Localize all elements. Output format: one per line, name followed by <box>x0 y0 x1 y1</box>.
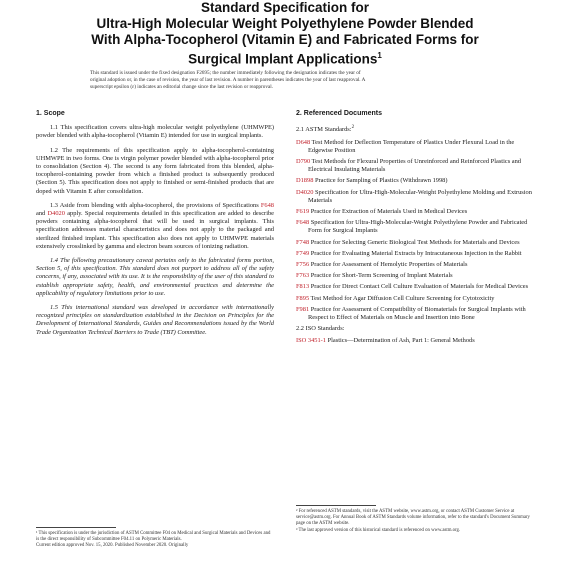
note-line-3: superscript epsilon (ε) indicates an editorial change since the last revision or reapproval. <box>90 84 273 90</box>
scope-p3-start: 1.3 Aside from blending with alpha-tocopherol, the provisions of Specifications <box>50 201 261 209</box>
document-title <box>60 0 510 68</box>
reference-title: Test Methods for Flexural Properties of Unreinforced and Reinforced Plastics and Electrical Insulating Materials <box>308 157 522 174</box>
scope-paragraph-1: 1.1 This specification covers ultra-high molecular weight polyethylene (UHMWPE) powder blended with alpha-tocopherol (Vitamin E) intended for use in surgical implants. <box>36 124 274 140</box>
reference-code-link[interactable]: F895 <box>296 294 310 302</box>
reference-title: Plastics—Determination of Ash, Part 1: General Methods <box>326 337 475 345</box>
footnote-divider-left <box>36 527 116 528</box>
title-line-4 <box>60 48 510 68</box>
scope-paragraph-2: 1.2 The requirements of this specification apply to alpha-tocopherol-containing UHMWPE in two forms. One is virgin polymer powder blended with alpha-tocopherol prior to consolidation (Section 4). The second is any form fabricated from this blended, alpha-tocopherol-containing powder from which a finished product is subsequently produced (Section 5). This specification does not apply to finished or semi-finished products that are doped with Vitamin E after consolidation. <box>36 146 274 195</box>
left-column <box>36 110 274 343</box>
reference-title: Specification for Ultra-High-Molecular-Weight Polyethylene Powder and Fabricated Form for Surgical Implants <box>308 219 528 235</box>
reference-code-link[interactable]: F749 <box>296 249 310 257</box>
ref-link-d4020[interactable]: D4020 <box>47 210 65 218</box>
scope-paragraph-4: 1.4 The following precautionary caveat pertains only to the fabricated forms portion, Section 5, of this specification. This standard does not purport to address all of the safety concerns, if any, associated with its use. It is the responsibility of the user of this standard to establish appropriate safety, health, and environmental practices and determine the applicability of regulatory limitations prior to use. <box>36 257 274 297</box>
ref-link-f648[interactable]: F648 <box>260 201 274 209</box>
reference-title: Practice for Selecting Generic Biological Test Methods for Materials and Devices <box>309 238 520 246</box>
scope-paragraph-3 <box>36 202 274 251</box>
title-line-3: With Alpha-Tocopherol (Vitamin E) and Fabricated Forms for <box>91 32 479 47</box>
reference-title: Practice for Evaluating Material Extracts by Intracutaneous Injection in the Rabbit <box>309 249 522 257</box>
astm-standards-subheading <box>296 124 536 134</box>
reference-code-link[interactable]: D790 <box>296 157 311 165</box>
footnote-2: ² For referenced ASTM standards, visit the ASTM website, www.astm.org, or contact ASTM Customer Service at service@astm.org. For Annual Book of ASTM Standards volume information, refer to the standard's Document Summary page on the ASTM website. <box>296 509 530 527</box>
note-line-2: original adoption or, in the case of revision, the year of last revision. A number in parentheses indicates the year of last reapproval. A <box>90 77 366 83</box>
reference-item <box>296 294 536 303</box>
footnote-1-edition: Current edition approved Nov. 15, 2020. Published November 2020. Originally <box>36 543 189 549</box>
reference-code-link[interactable]: F748 <box>296 238 310 246</box>
reference-item <box>296 272 536 280</box>
astm-standards-label: 2.1 ASTM Standards: <box>296 126 352 134</box>
reference-code-link[interactable]: D1898 <box>296 177 314 185</box>
reference-item <box>296 219 536 235</box>
iso-standards-subheading: 2.2 ISO Standards: <box>296 325 345 333</box>
reference-code-link[interactable]: F981 <box>296 305 310 313</box>
reference-item <box>296 337 536 345</box>
designation-note <box>90 70 480 91</box>
footnote-1: ¹ This specification is under the jurisdiction of ASTM Committee F04 on Medical and Surgical Materials and Devices and is the direct responsibility of Subcommittee F04.11 on Polymeric Materials. <box>36 531 271 543</box>
reference-item <box>296 177 536 185</box>
reference-title: Practice for Direct Contact Cell Culture Evaluation of Materials for Medical Devices <box>309 283 529 291</box>
reference-item <box>296 238 536 247</box>
note-line-1: This standard is issued under the fixed designation F2695; the number immediately following the designation indicates the year of <box>90 70 361 76</box>
scope-paragraph-5: 1.5 This international standard was developed in accordance with internationally recognized principles on standardization established in the Decision on Principles for the Development of International Standards, Guides and Recommendations issued by the World Trade Organization Technical Barriers to Trade (TBT) Committee. <box>36 304 274 336</box>
reference-title: Test Method for Deflection Temperature of Plastics Under Flexural Load in the Edgewise Position <box>308 138 515 154</box>
reference-item <box>296 305 536 322</box>
referenced-docs-heading: 2. Referenced Documents <box>296 110 382 117</box>
reference-item <box>296 138 536 155</box>
reference-title: Practice for Sampling of Plastics (Withdrawn 1998) <box>313 177 448 185</box>
reference-title: Practice for Assessment of Hemolytic Properties of Materials <box>309 260 468 268</box>
reference-item <box>296 188 536 205</box>
reference-title: Practice for Short-Term Screening of Implant Materials <box>309 272 453 280</box>
reference-title: Specification for Ultra-High-Molecular-Weight Polyethylene Molding and Extrusion Materials <box>308 188 532 204</box>
title-line-2: Ultra-High Molecular Weight Polyethylene Powder Blended <box>96 16 474 31</box>
title-footnote-marker: 1 <box>377 51 382 60</box>
reference-code-link[interactable]: F763 <box>296 272 310 280</box>
reference-item <box>296 260 536 269</box>
reference-title: Practice for Extraction of Materials Used in Medical Devices <box>309 207 468 215</box>
reference-code-link[interactable]: D648 <box>296 138 311 146</box>
astm-standards-footnote-marker: 2 <box>351 125 355 131</box>
reference-code-link[interactable]: F619 <box>296 207 310 215</box>
reference-code-link[interactable]: D4020 <box>296 188 314 196</box>
footnote-left <box>36 531 274 550</box>
reference-title: Test Method for Agar Diffusion Cell Culture Screening for Cytotoxicity <box>309 294 495 302</box>
reference-item <box>296 207 536 216</box>
footnote-right <box>296 509 536 534</box>
reference-item <box>296 249 536 258</box>
reference-code-link[interactable]: F756 <box>296 260 310 268</box>
reference-item <box>296 157 536 174</box>
reference-code-link[interactable]: ISO 3451-1 <box>296 337 326 345</box>
reference-title: Practice for Assessment of Compatibility of Biomaterials for Surgical Implants with Respect to Effect of Materials on Muscle and Insertion into Bone <box>308 305 526 321</box>
footnote-3: ³ The last approved version of this historical standard is referenced on www.astm.org. <box>296 527 461 533</box>
title-line-1: Standard Specification for <box>200 0 370 15</box>
reference-code-link[interactable]: F813 <box>296 283 310 291</box>
footnote-divider-right <box>296 505 376 506</box>
scope-p3-end: apply. Special requirements detailed in this specification are added to describe powders containing alpha-tocopherol that will be used in surgical implants. This specification addresses material characteristics and does not apply to the packaged and sterilized finished implant. This specification also does not apply to UHMWPE materials extensively crosslinked by gamma and electron beam sources of ionizing radiation. <box>36 210 274 250</box>
reference-item <box>296 283 536 291</box>
scope-p3-and: and <box>36 210 48 218</box>
reference-code-link[interactable]: F648 <box>296 219 310 227</box>
right-column <box>296 110 536 349</box>
scope-heading: 1. Scope <box>36 110 65 117</box>
title-line-4-text: Surgical Implant Applications <box>188 51 378 67</box>
